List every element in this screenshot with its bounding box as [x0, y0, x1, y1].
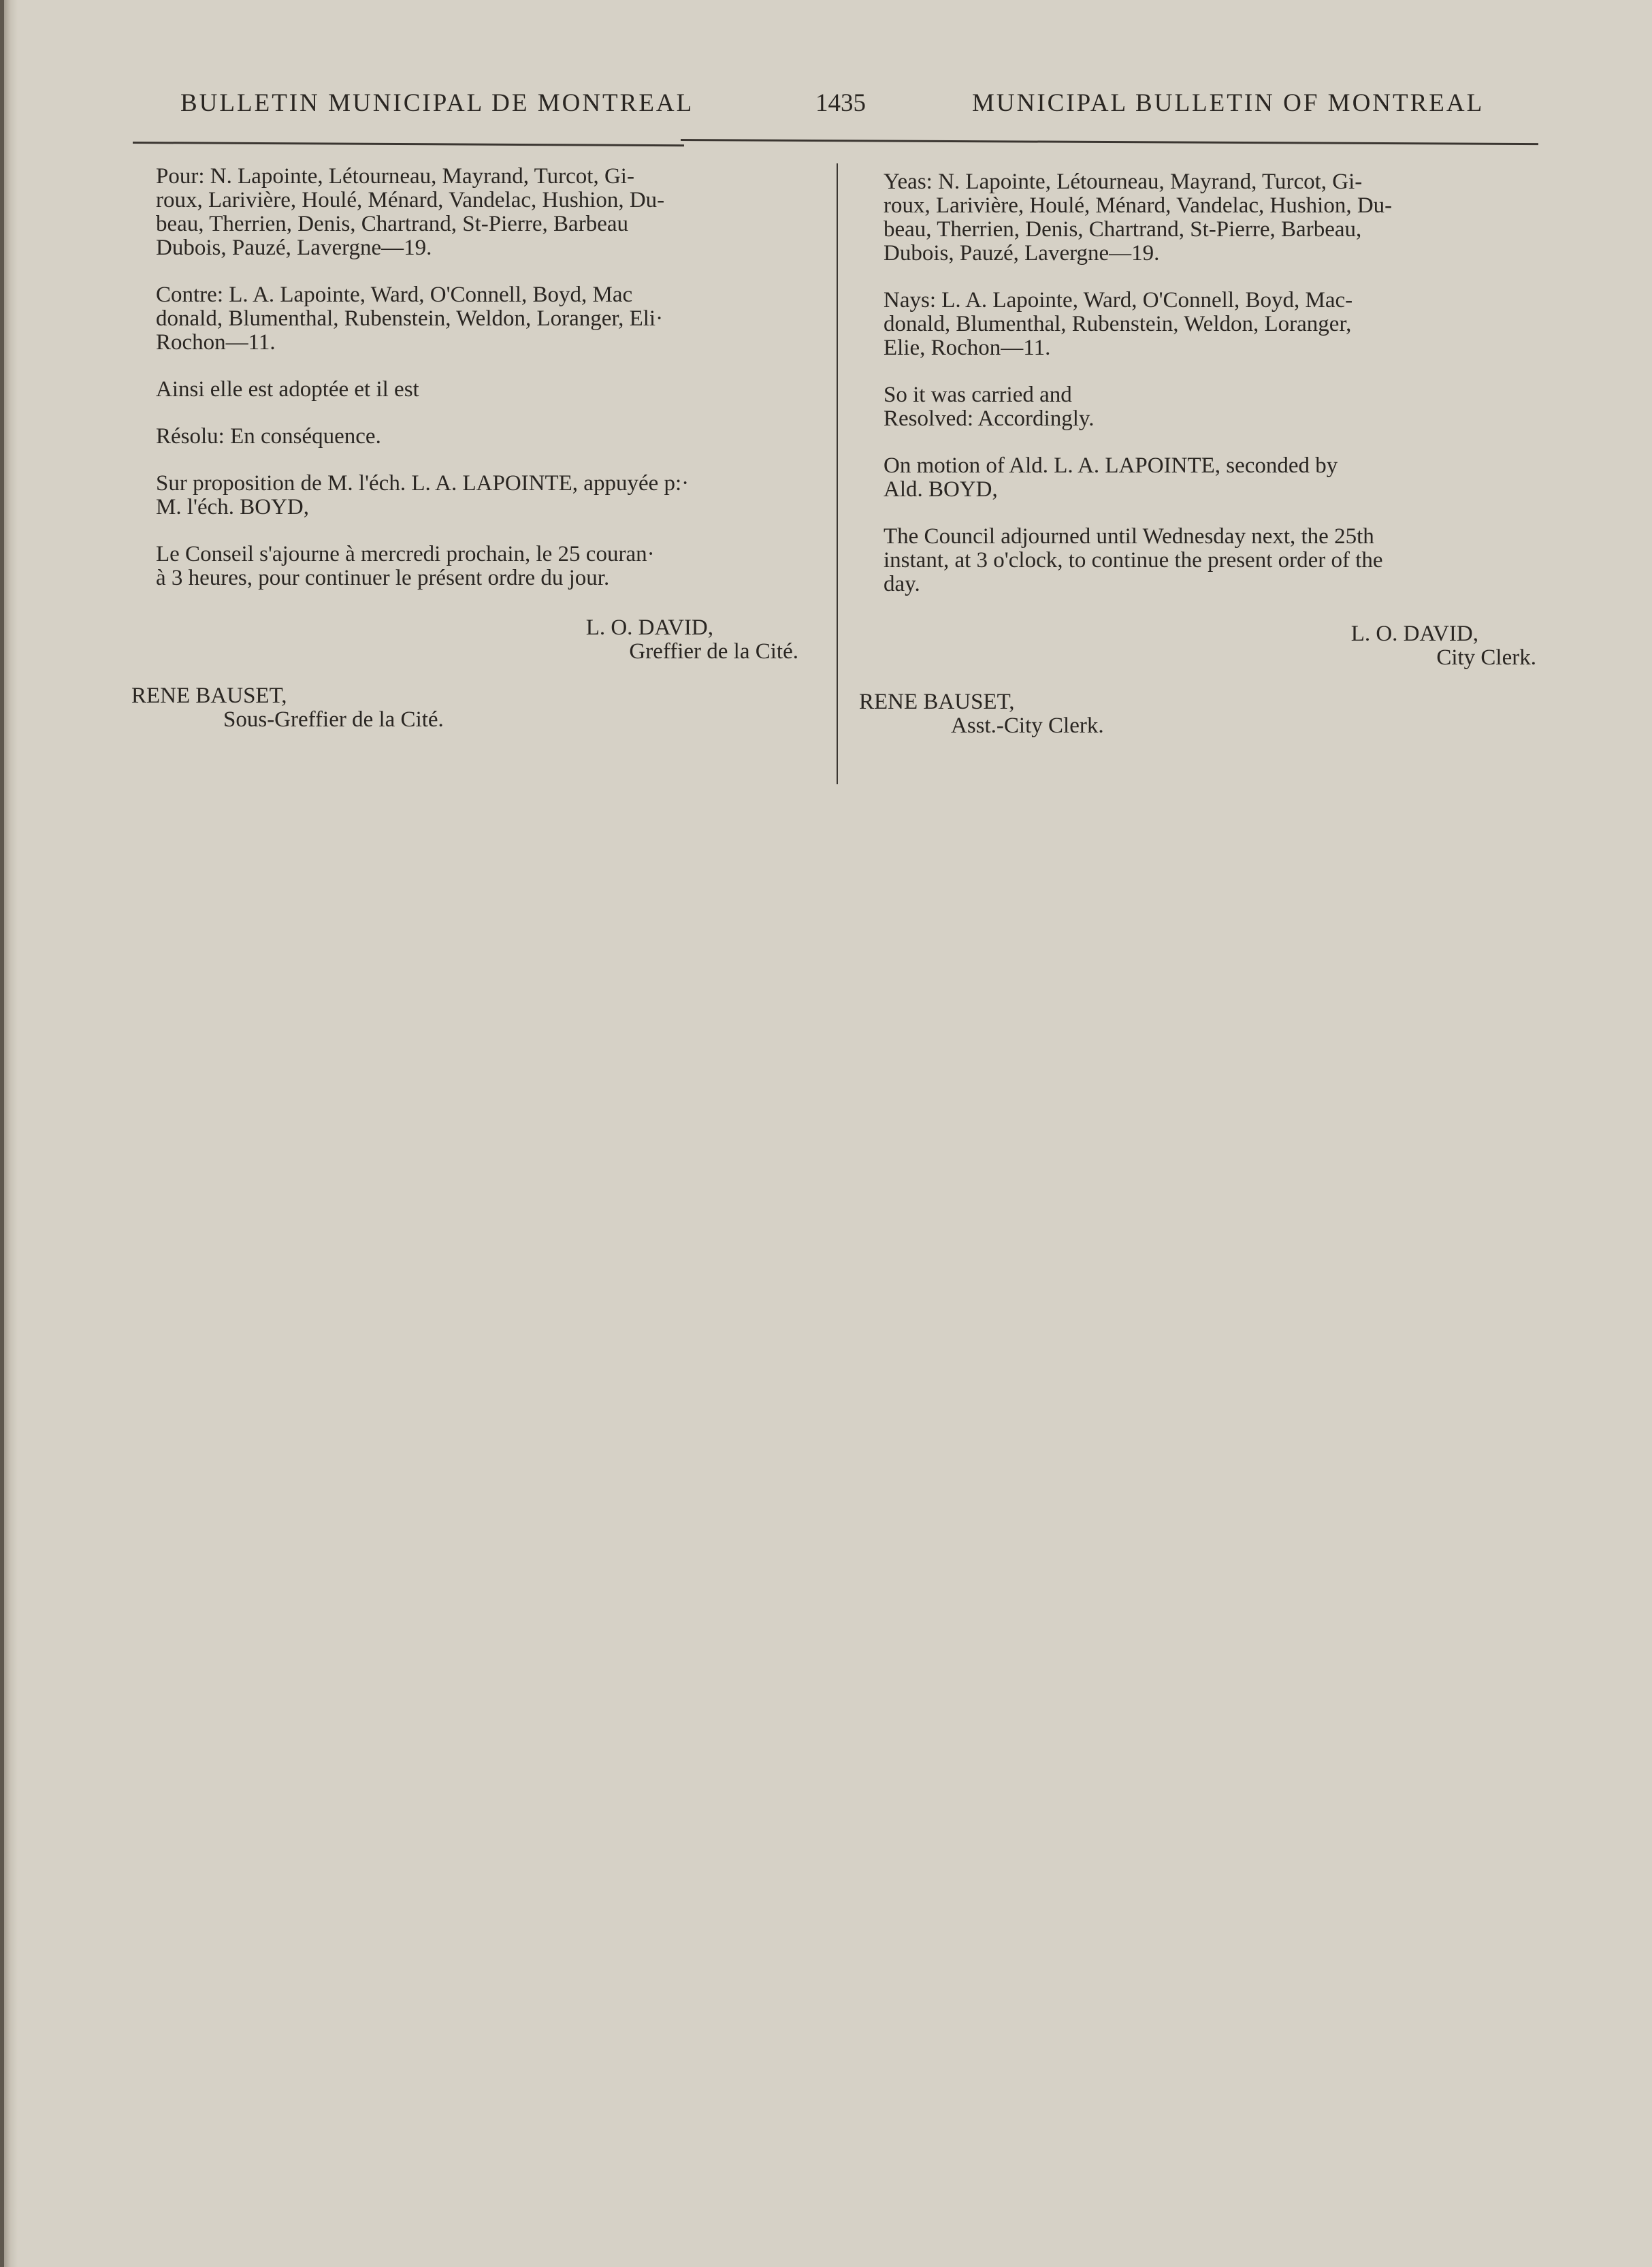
text-line: Le Conseil s'ajourne à mercredi prochain, le 25 couran· — [156, 542, 655, 566]
clerk-signature-name: L. O. DAVID, — [585, 615, 713, 640]
vote-nays — [859, 289, 1550, 360]
text-line: donald, Blumenthal, Rubenstein, Weldon, Loranger, Eli· — [156, 306, 664, 331]
english-column — [859, 170, 1550, 738]
french-column — [131, 165, 819, 732]
carried-statement — [859, 383, 1550, 431]
text-line: beau, Therrien, Denis, Chartrand, St-Pierre, Barbeau, — [884, 217, 1362, 242]
running-head-french: BULLETIN MUNICIPAL DE MONTREAL — [180, 89, 694, 117]
text-line: day. — [884, 572, 920, 596]
assistant-clerk-title: Asst.-City Clerk. — [951, 713, 1104, 738]
clerk-signature-name: L. O. DAVID, — [1350, 622, 1478, 646]
text-line: The Council adjourned until Wednesday next, the 25th — [884, 524, 1374, 549]
text-line: Resolved: Accordingly. — [884, 406, 1095, 431]
running-head-english: MUNICIPAL BULLETIN OF MONTREAL — [972, 89, 1485, 117]
resolution-statement: Résolu: En conséquence. — [156, 424, 381, 449]
proposition-paragraph — [131, 472, 819, 519]
text-line: Rochon—11. — [156, 330, 276, 355]
text-line: Nays: L. A. Lapointe, Ward, O'Connell, Boyd, Mac- — [884, 288, 1353, 312]
vote-pour — [131, 165, 819, 260]
text-line: Yeas: N. Lapointe, Létourneau, Mayrand, Turcot, Gi- — [884, 170, 1363, 194]
text-line: Sur proposition de M. l'éch. L. A. LAPOINTE, appuyée p:· — [156, 471, 690, 496]
text-line: Pour: N. Lapointe, Létourneau, Mayrand, Turcot, Gi- — [156, 164, 634, 189]
text-line: roux, Larivière, Houlé, Ménard, Vandelac, Hushion, Du- — [884, 193, 1393, 218]
vote-contre — [131, 283, 819, 355]
adoption-statement: Ainsi elle est adoptée et il est — [156, 377, 419, 402]
assistant-clerk-title: Sous-Greffier de la Cité. — [223, 707, 444, 732]
assistant-clerk-name: RENE BAUSET, — [859, 690, 1015, 714]
vote-yeas — [859, 170, 1550, 266]
adjournment-paragraph — [859, 525, 1550, 596]
header-rule-right — [681, 139, 1538, 145]
header-rule-left — [133, 142, 684, 146]
text-line: Dubois, Pauzé, Lavergne—19. — [884, 241, 1160, 266]
text-line: roux, Larivière, Houlé, Ménard, Vandelac, Hushion, Du- — [156, 188, 665, 212]
text-line: Contre: L. A. Lapointe, Ward, O'Connell, Boyd, Mac — [156, 283, 633, 307]
text-line: Ald. BOYD, — [884, 477, 998, 502]
adjournment-paragraph — [131, 543, 819, 590]
motion-paragraph — [859, 454, 1550, 502]
text-line: donald, Blumenthal, Rubenstein, Weldon, Loranger, — [884, 312, 1352, 336]
page-number: 1435 — [815, 89, 866, 117]
text-line: On motion of Ald. L. A. LAPOINTE, seconded by — [884, 453, 1338, 478]
text-line: instant, at 3 o'clock, to continue the present order of the — [884, 548, 1383, 573]
text-line: M. l'éch. BOYD, — [156, 495, 310, 519]
text-line: beau, Therrien, Denis, Chartrand, St-Pierre, Barbeau — [156, 212, 628, 236]
text-line: So it was carried and — [884, 383, 1072, 407]
page-edge — [0, 0, 4, 2267]
assistant-clerk-name: RENE BAUSET, — [131, 684, 287, 708]
column-divider — [837, 163, 838, 784]
text-line: à 3 heures, pour continuer le présent ordre du jour. — [156, 566, 610, 590]
clerk-signature-title: Greffier de la Cité. — [629, 639, 798, 664]
text-line: Dubois, Pauzé, Lavergne—19. — [156, 236, 432, 260]
clerk-signature-title: City Clerk. — [1436, 645, 1536, 670]
text-line: Elie, Rochon—11. — [884, 336, 1051, 360]
